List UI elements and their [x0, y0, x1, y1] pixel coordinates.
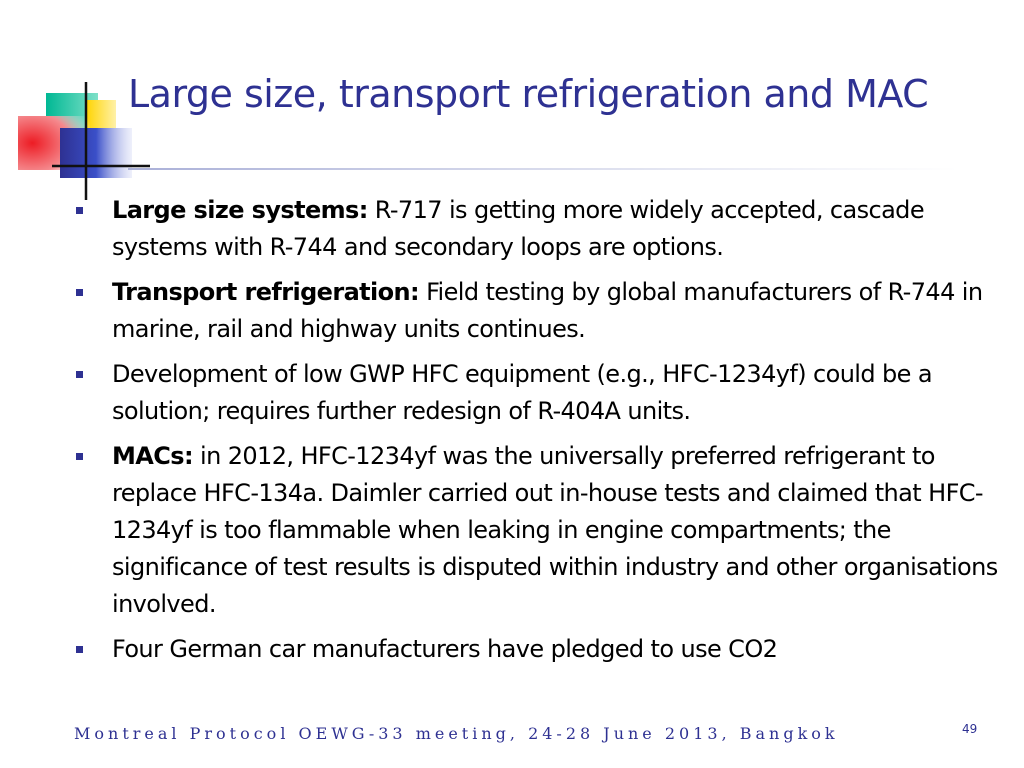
bullet-square-icon: [76, 207, 83, 214]
bullet-item: [72, 438, 1017, 623]
bullet-item: [72, 356, 1017, 430]
bullet-heading: MACs:: [112, 442, 193, 470]
slide-title: Large size, transport refrigeration and MAC: [128, 72, 929, 116]
bullet-body: Field testing by global manufacturers of R-744 in marine, rail and highway units continues.: [112, 278, 983, 343]
logo-blue-square: [60, 128, 132, 178]
bullet-body: R-717 is getting more widely accepted, cascade systems with R-744 and secondary loops are options.: [112, 196, 924, 261]
bullet-body: in 2012, HFC-1234yf was the universally preferred refrigerant to replace HFC-134a. Daimler carried out in-house tests and claimed that HFC-1234yf is too flammable when leaking in engine compartments; the significance of test results is disputed within industry and other organisations involved.: [112, 442, 998, 618]
bullet-square-icon: [76, 453, 83, 460]
bullet-heading: Large size systems:: [112, 196, 368, 224]
bullet-body: Four German car manufacturers have pledged to use CO2: [112, 635, 778, 663]
bullet-square-icon: [76, 646, 83, 653]
bullet-body: Development of low GWP HFC equipment (e.g., HFC-1234yf) could be a solution; requires further redesign of R-404A units.: [112, 360, 932, 425]
bullet-heading: Transport refrigeration:: [112, 278, 420, 306]
slide-footer: Montreal Protocol OEWG-33 meeting, 24-28 June 2013, Bangkok: [74, 724, 839, 743]
bullet-item: [72, 192, 1017, 266]
bullet-square-icon: [76, 289, 83, 296]
bullet-square-icon: [76, 371, 83, 378]
bullet-item: [72, 274, 1017, 348]
title-underline: [128, 168, 958, 170]
slide-number: 49: [962, 722, 978, 736]
bullet-list: [72, 192, 1017, 676]
bullet-item: [72, 631, 1017, 668]
logo-yellow-square: [86, 100, 116, 128]
